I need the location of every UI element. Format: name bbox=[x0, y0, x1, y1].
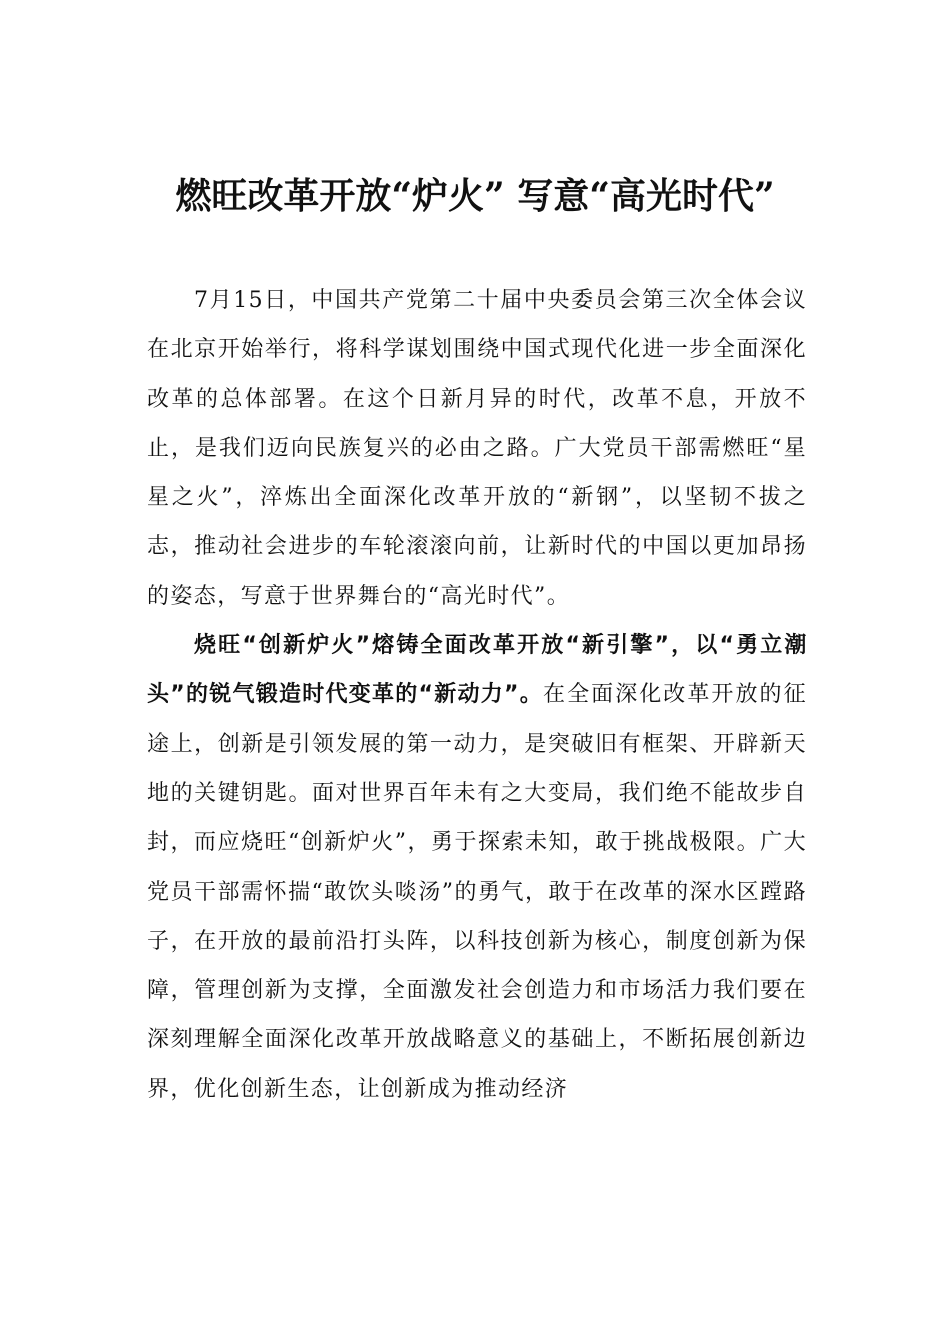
paragraph-1 bbox=[147, 276, 807, 621]
document-body bbox=[147, 276, 807, 1114]
paragraph-1-text: 7月15日，中国共产党第二十届中央委员会第三次全体会议在北京开始举行，将科学谋划围绕中国式现代化进一步全面深化改革的总体部署。在这个日新月异的时代，改革不息，开放不止，是我们迈向民族复兴的必由之路。广大党员干部需燃旺“星星之火”，淬炼出全面深化改革开放的“新钢”，以坚韧不拔之志，推动社会进步的车轮滚滚向前，让新时代的中国以更加昂扬的姿态，写意于世界舞台的“高光时代”。 bbox=[147, 288, 807, 609]
paragraph-2 bbox=[147, 621, 807, 1114]
paragraph-2-lead: 烧旺“创新炉火”熔铸全面改革开放“新引擎”，以“勇立潮头”的锐气锻造时代变革的“新动力”。 bbox=[147, 633, 807, 708]
document-title: 燃旺改革开放“炉火” 写意“高光时代” bbox=[175, 175, 775, 217]
paragraph-2-text: 在全面深化改革开放的征途上，创新是引领发展的第一动力，是突破旧有框架、开辟新天地的关键钥匙。面对世界百年未有之大变局，我们绝不能故步自封，而应烧旺“创新炉火”，勇于探索未知，敢于挑战极限。广大党员干部需怀揣“敢饮头啖汤”的勇气，敢于在改革的深水区蹚路子，在开放的最前沿打头阵，以科技创新为核心，制度创新为保障，管理创新为支撑，全面激发社会创造力和市场活力我们要在深刻理解全面深化改革开放战略意义的基础上，不断拓展创新边界，优化创新生态，让创新成为推动经济 bbox=[147, 682, 807, 1102]
